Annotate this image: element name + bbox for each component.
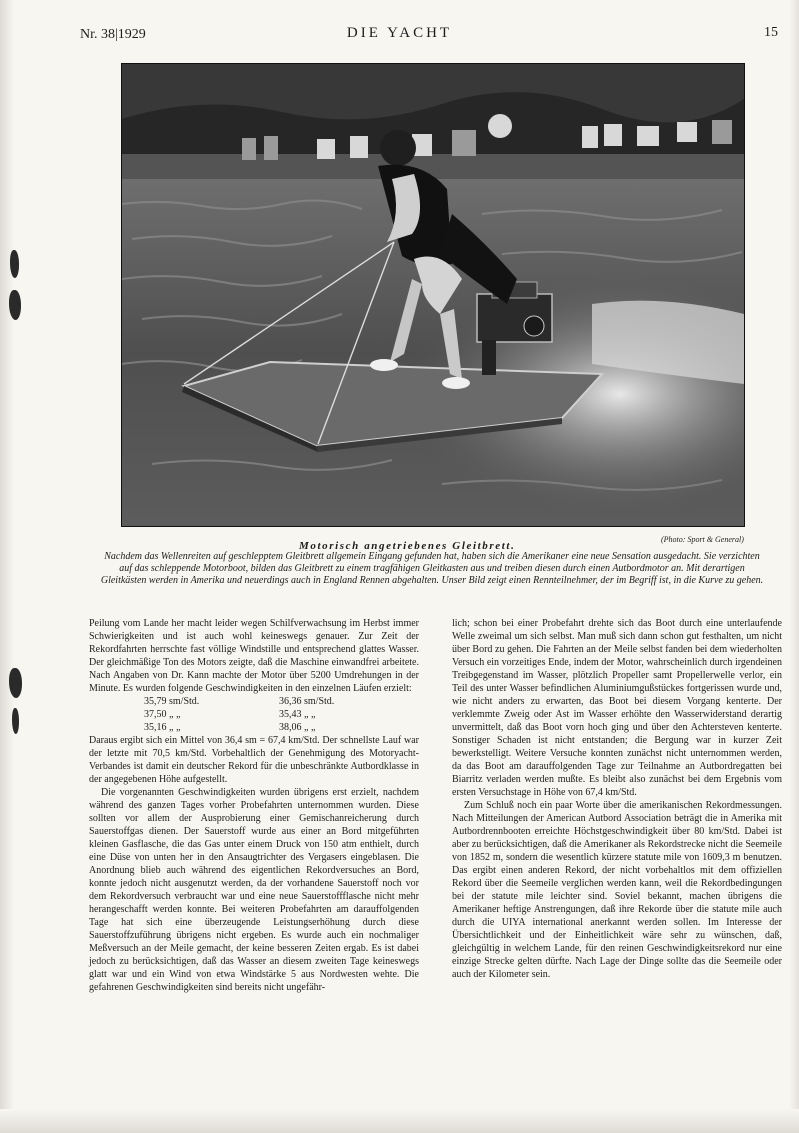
- paragraph: Daraus ergibt sich ein Mittel von 36,4 sm = 67,4 km/Std. Der schnellste Lauf war der letzte mit 70,5 km/Std. Vorbehaltlich der Genehmigung des Motoryacht-Verbandes ist damit ein deutscher Rekord für die unbeschränkte Autbordklasse in der angegebenen Höhe aufgestellt.: [89, 735, 419, 785]
- table-cell: 35,16 „ „: [144, 722, 181, 733]
- paragraph: lich; schon bei einer Probefahrt drehte sich das Boot durch eine unterlaufende Welle zweimal um sich selbst. Man muß sich dann schon gut festhalten, um nicht über Bord zu gehen. Die Fahrten an der Meile selbst fanden bei dem wiederholten Versuch ein vorzeitiges Ende, indem der Motor, wahrscheinlich durch irgendeinen Treibgegenstand im Wasser, plötzlich Propeller samt Propellerwelle verlor, ein Teil des unter Wasser befindlichen Aluminiumgußstückes fortgerissen wurde und, wie nicht anders zu erwarten, das Boot bei diesem Vorgang kenterte. Der verklemmte Zweig oder Ast im Wasser erhöhte den Wasserwiderstand derartig unvermittelt, daß das Boot vorn hoch ging und über den Achtersteven kenterte. Sonstiger Schaden ist nicht entstanden; die Bergung war in kurzer Zeit bewerkstelligt. Weitere Versuche konnten zunächst nicht unternommen werden, da das Boot am darauffolgenden Tage zur Teilnahme an Autbordregatten bei Biarritz verladen werden mußte. Es bleibt also zunächst bei dem Ergebnis vom ersten Versuchstage in Höhe von 67,4 km/Std.: [452, 618, 782, 798]
- figure-caption-title: Motorisch angetriebenes Gleitbrett.: [299, 540, 516, 552]
- table-cell: 38,06 „ „: [279, 722, 316, 733]
- scan-shadow-left: [0, 0, 14, 1133]
- issue-number: Nr. 38|1929: [80, 27, 146, 42]
- binding-hole-mark: [9, 668, 22, 698]
- article-column-right: [452, 617, 782, 981]
- binding-hole-mark: [9, 290, 21, 320]
- table-cell: 36,36 sm/Std.: [279, 696, 335, 707]
- paragraph: Peilung vom Lande her macht leider wegen Schilfverwachsung im Herbst immer Schwierigkeiten und ist auch wohl keineswegs genauer. Zur Zeit der Rekordfahrten herrschte fast völlige Windstille und entsprechend glattes Wasser. Der gleichmäßige Ton des Motors zeigte, daß die Maschine einwandfrei arbeitete. Nach Angaben von Dr. Kann machte der Motor über 5200 Umdrehungen in der Minute. Es wurden folgende Geschwindigkeiten in den einzelnen Läufen erzielt:: [89, 618, 419, 694]
- table-cell: 35,79 sm/Std.: [144, 696, 200, 707]
- photo-motorized-surfboard: [121, 63, 745, 527]
- scan-shadow-bottom: [0, 1109, 799, 1133]
- scan-shadow-right: [789, 0, 799, 1133]
- paragraph: Die vorgenannten Geschwindigkeiten wurden übrigens erst erzielt, nachdem während des ganzen Tages vorher Probefahrten unternommen wurden. Diese sollten vor allem der Ausprobierung einer Gemischanreicherung durch Sauerstoffgas dienen. Der Sauerstoff wurde aus einer an Bord mitgeführten kleinen Gasflasche, die das Gas unter einem Druck von 150 atm enthielt, durch eine Düse von unten her in den Ansaugtrichter des Vergasers eingeblasen. Die Anordnung blieb auch während des eigentlichen Rekordversuches an Bord, konnte jedoch nicht ausgenutzt werden, da der vorhandene Sauerstoff noch vor dem Rekordversuch verbraucht war und eine neue Sauerstoffflasche nicht mehr herangeschafft werden konnte. Bei weiteren Probefahrten am darauffolgenden Tage hat sich eine überzeugende Leistungserhöhung durch diese Sauerstoffzuführung übrigens nicht ergeben. Es wurde auch ein nochmaliger Meßversuch an der Meile gemacht, der keine besseren Zeiten ergab. Es ist dabei jedoch zu berücksichtigen, daß das Wasser an diesem zweiten Tage keineswegs glatt war und ein Wind von etwa Windstärke 5 aus Nordwesten wehte. Die gefahrenen Geschwindigkeiten sind bereits nicht ungefähr-: [89, 787, 419, 993]
- table-row: [144, 708, 414, 721]
- article-column-left: [89, 617, 419, 994]
- figure-caption-text: Nachdem das Wellenreiten auf geschlepptem Gleitbrett allgemein Eingang gefunden hat, haben sich die Amerikaner eine neue Sensation ausgedacht. Sie verzichten auf das schleppende Motorboot, bilden das Gleitbrett zu einem tragfähigen Gleitkasten aus und treiben diesen durch einen Autbordmotor an. Mit derartigen Gleitkästen werden in Amerika und neuerdings auch in England Rennen abgehalten. Unser Bild zeigt einen Rennteilnehmer, der im Begriff ist, in die Kurve zu gehen.: [100, 551, 764, 586]
- table-cell: 35,43 „ „: [279, 709, 316, 720]
- speed-results-table: [144, 695, 414, 734]
- paragraph: Zum Schluß noch ein paar Worte über die amerikanischen Rekordmessungen. Nach Mitteilungen der American Autbord Association beträgt die in Amerika mit Autbordrennbooten erreichte Höchstgeschwindigkeit über 80 km/Std. Dabei ist aber zu berücksichtigen, daß die Amerikaner als Rekordstrecke nicht die Seemeile von 1852 m, sondern die wesentlich kürzere statute mile von 1609,3 m benutzen. Das ergibt einen anderen Rekord, der nicht vorbehaltlos mit dem offiziellen Rekord über die Seemeile verglichen werden kann, weil die Rekordbedingungen bei der statute mile leichter sind. Soviel bekannt, machen übrigens die Amerikaner heftige Anstrengungen, daß ihre Rekorde über die statute mile auch durch die UIYA international anerkannt werden sollen. Im Interesse der Übersichtlichkeit und der Einheitlichkeit wäre sehr zu wünschen, daß, gleichgültig in welchem Lande, für den reinen Geschwindigkeitsrekord nur eine einzige Strecke gelten dürfte. Nach Lage der Dinge sollte das die Seemeile oder auch der Kilometer sein.: [452, 800, 782, 980]
- binding-hole-mark: [10, 250, 19, 278]
- table-cell: 37,50 „ „: [144, 709, 181, 720]
- page-number: 15: [764, 25, 778, 40]
- magazine-title: DIE YACHT: [346, 25, 453, 41]
- binding-hole-mark: [12, 708, 19, 734]
- table-row: [144, 721, 414, 734]
- table-row: [144, 695, 414, 708]
- photo-credit: (Photo: Sport & General): [661, 535, 744, 544]
